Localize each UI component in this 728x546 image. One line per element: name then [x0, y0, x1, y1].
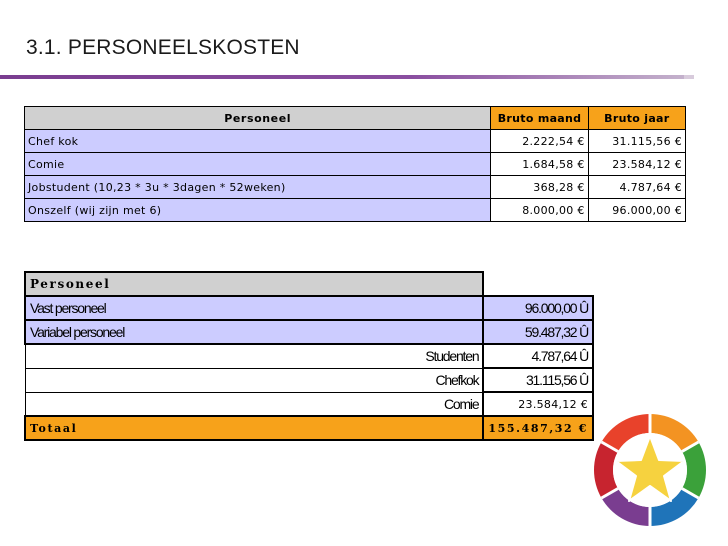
salary-table-header-row: [25, 107, 686, 130]
comie-label: Comie: [25, 392, 483, 416]
col-header-bruto-jaar: Bruto jaar: [588, 107, 685, 130]
row-label: Comie: [25, 153, 491, 176]
table-row: [25, 199, 686, 222]
variabel-personeel-value: 59.487,32 Û: [483, 320, 593, 344]
row-month: 8.000,00 €: [491, 199, 588, 222]
summary-header-row: [25, 272, 593, 296]
studenten-label: Studenten: [25, 344, 483, 368]
title-divider: [0, 75, 684, 79]
row-month: 2.222,54 €: [491, 130, 588, 153]
row-year: 23.584,12 €: [588, 153, 685, 176]
summary-row-studenten: [25, 344, 593, 368]
row-month: 368,28 €: [491, 176, 588, 199]
salary-table: [24, 106, 686, 222]
summary-row-vast: [25, 296, 593, 320]
vast-personeel-label: Vast personeel: [25, 296, 483, 320]
row-year: 96.000,00 €: [588, 199, 685, 222]
table-row: [25, 176, 686, 199]
slide-title: 3.1. PERSONEELSKOSTEN: [26, 36, 300, 59]
summary-row-variabel: [25, 320, 593, 344]
chefkok-value: 31.115,56 Û: [483, 368, 593, 392]
summary-row-comie: [25, 392, 593, 416]
table-row: [25, 153, 686, 176]
row-year: 31.115,56 €: [588, 130, 685, 153]
row-month: 1.684,58 €: [491, 153, 588, 176]
summary-row-chefkok: [25, 368, 593, 392]
row-label: Chef kok: [25, 130, 491, 153]
title-divider-tail: [684, 75, 694, 79]
totaal-value: 155.487,32 €: [483, 416, 593, 440]
summary-row-totaal: [25, 416, 593, 440]
summary-header: Personeel: [25, 272, 483, 296]
row-label: Onszelf (wij zijn met 6): [25, 199, 491, 222]
star-logo-icon: [586, 406, 714, 534]
variabel-personeel-label: Variabel personeel: [25, 320, 483, 344]
studenten-value: 4.787,64 Û: [483, 344, 593, 368]
row-label: Jobstudent (10,23 * 3u * 3dagen * 52weken): [25, 176, 491, 199]
totaal-label: Totaal: [25, 416, 483, 440]
row-year: 4.787,64 €: [588, 176, 685, 199]
col-header-personeel: Personeel: [25, 107, 491, 130]
summary-table: [24, 271, 594, 441]
chefkok-label: Chefkok: [25, 368, 483, 392]
table-row: [25, 130, 686, 153]
vast-personeel-value: 96.000,00 Û: [483, 296, 593, 320]
summary-header-blank: [483, 272, 593, 296]
col-header-bruto-maand: Bruto maand: [491, 107, 588, 130]
comie-value: 23.584,12 €: [483, 392, 593, 416]
